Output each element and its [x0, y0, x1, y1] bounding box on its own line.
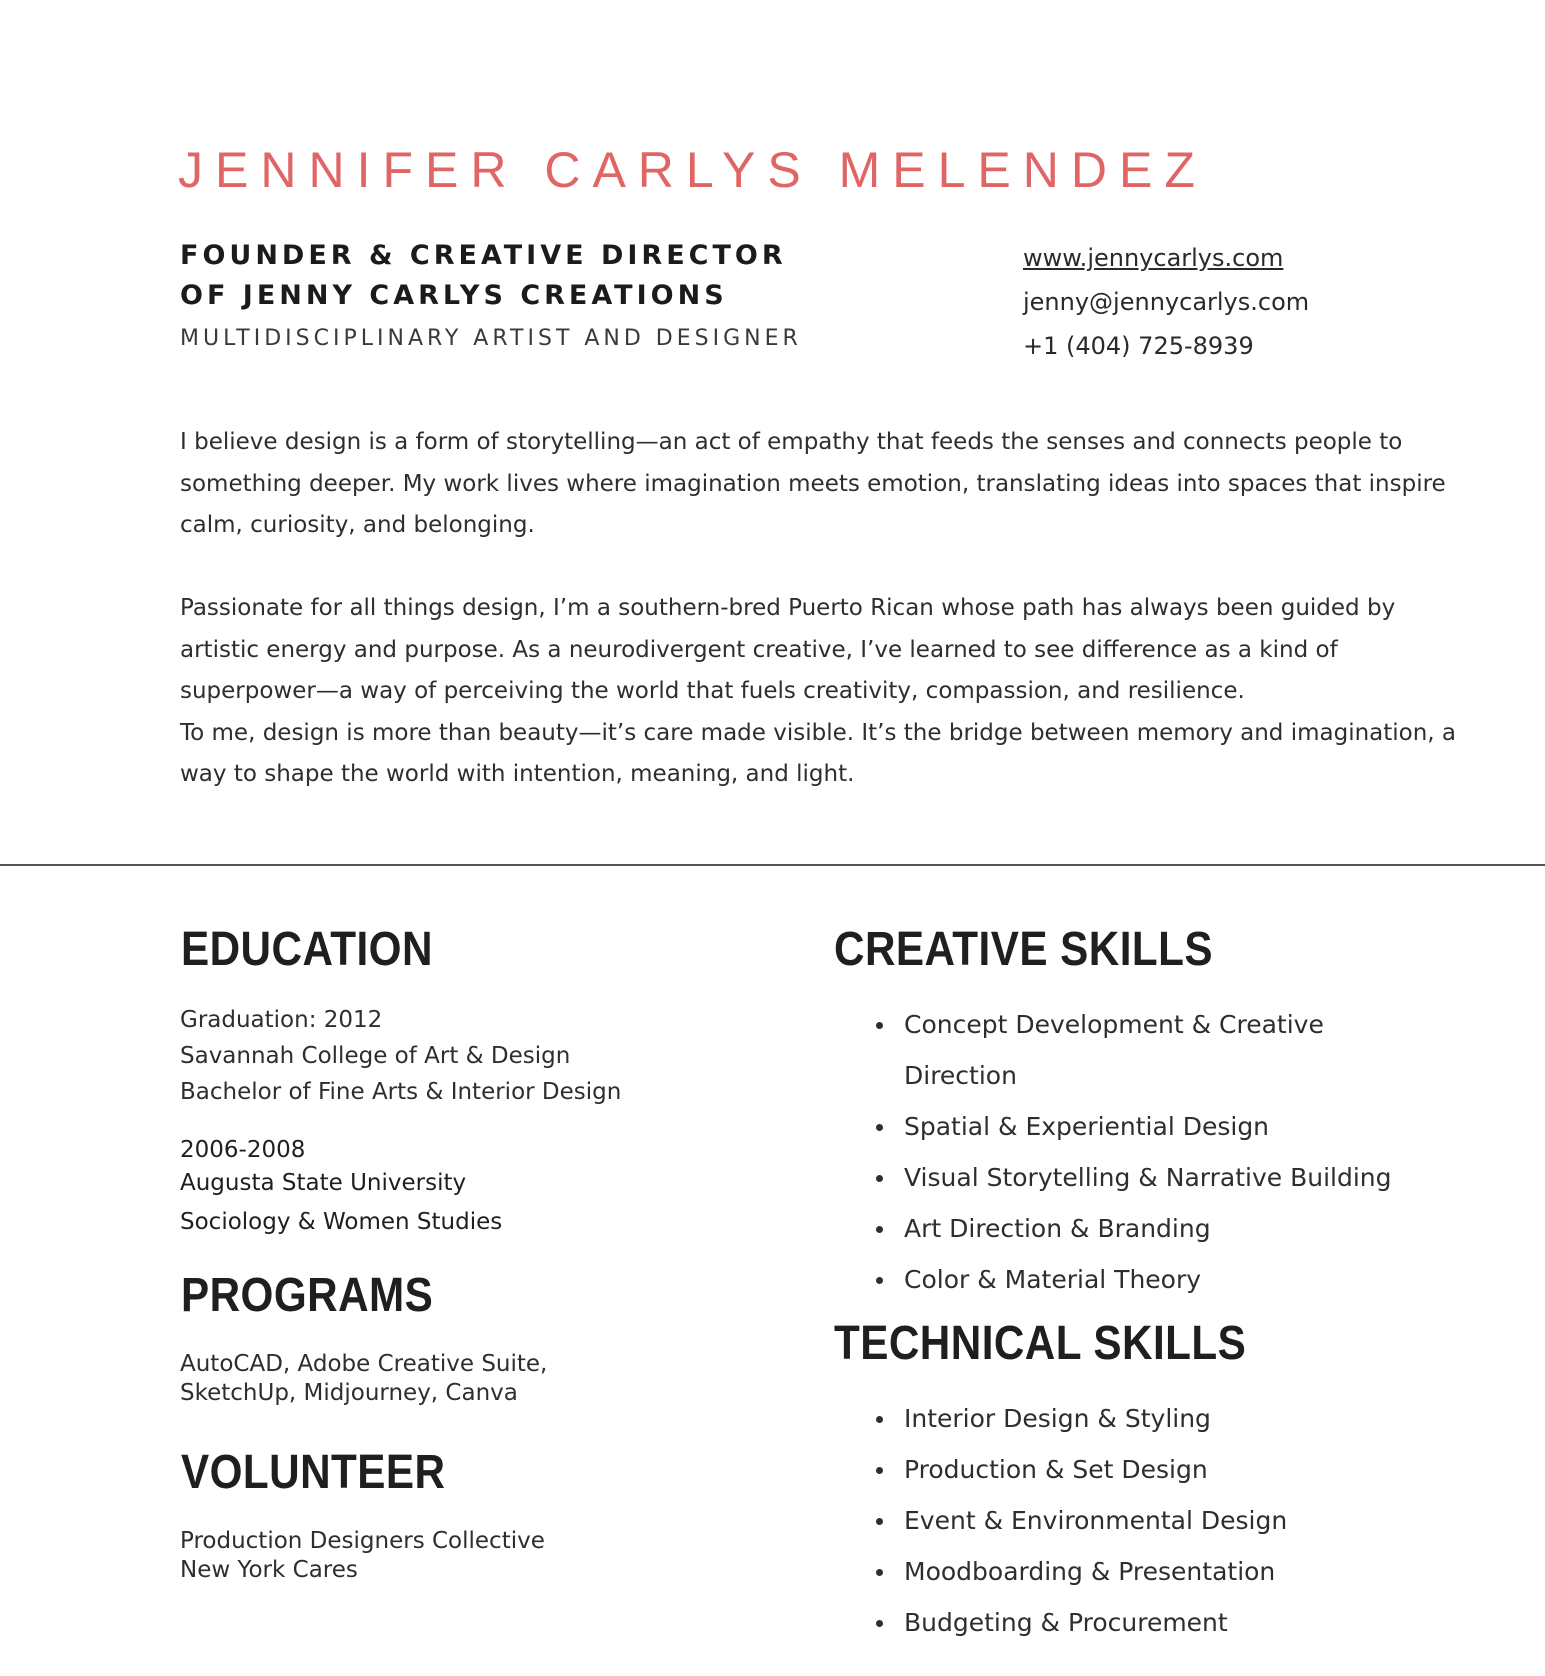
- education-degree: Sociology & Women Studies: [180, 1209, 503, 1235]
- education-school: Augusta State University: [180, 1170, 467, 1196]
- phone-text: +1 (404) 725-8939: [1023, 332, 1254, 360]
- skill-item: Color & Material Theory: [876, 1254, 1436, 1305]
- bio-paragraph-2: Passionate for all things design, I’m a southern-bred Puerto Rican whose path has always been guided by artistic energy and purpose. As a neurodivergent creative, I’ve learned to see difference as a kind of superpower—a way of perceiving the world that fuels creativity, compassion, and resilience.: [180, 595, 1396, 704]
- education-degree: Bachelor of Fine Arts & Interior Design: [180, 1079, 622, 1105]
- skill-item: Production & Set Design: [876, 1444, 1436, 1495]
- programs-list: [180, 1350, 547, 1408]
- job-title-line-1: FOUNDER & CREATIVE DIRECTOR: [180, 240, 787, 271]
- job-title: [180, 236, 787, 316]
- skill-item: Art Direction & Branding: [876, 1203, 1436, 1254]
- contact-info: [1023, 236, 1309, 368]
- volunteer-list: [180, 1527, 545, 1585]
- email-text: jenny@jennycarlys.com: [1023, 288, 1310, 316]
- bio-paragraph-3: To me, design is more than beauty—it’s care made visible. It’s the bridge between memory and imagination, a way to shape the world with intention, meaning, and light.: [180, 719, 1457, 787]
- skill-item: Interior Design & Styling: [876, 1393, 1436, 1444]
- programs-heading: PROGRAMS: [181, 1269, 434, 1322]
- technical-skills-heading: TECHNICAL SKILLS: [834, 1317, 1247, 1370]
- skill-item: Event & Environmental Design: [876, 1495, 1436, 1546]
- education-heading: EDUCATION: [181, 923, 433, 976]
- volunteer-item: Production Designers Collective: [180, 1528, 545, 1554]
- volunteer-heading: VOLUNTEER: [181, 1446, 446, 1499]
- education-date: 2006-2008: [180, 1137, 306, 1163]
- education-date: Graduation: 2012: [180, 1007, 383, 1033]
- education-entry-2: [180, 1134, 502, 1239]
- subtitle: MULTIDISCIPLINARY ARTIST AND DESIGNER: [180, 326, 802, 351]
- technical-skills-list: [876, 1393, 1436, 1648]
- creative-skills-heading: CREATIVE SKILLS: [834, 923, 1213, 976]
- job-title-line-2: OF JENNY CARLYS CREATIONS: [180, 280, 728, 311]
- skill-item: Concept Development & Creative Direction: [876, 999, 1436, 1101]
- skill-item: Visual Storytelling & Narrative Building: [876, 1152, 1436, 1203]
- programs-line-2: SketchUp, Midjourney, Canva: [180, 1380, 518, 1406]
- bio-section: [180, 422, 1470, 796]
- skill-item: Spatial & Experiential Design: [876, 1101, 1436, 1152]
- education-entry-1: [180, 1002, 621, 1110]
- programs-line-1: AutoCAD, Adobe Creative Suite,: [180, 1351, 548, 1377]
- skill-item: Budgeting & Procurement: [876, 1597, 1436, 1648]
- skill-item: Moodboarding & Presentation: [876, 1546, 1436, 1597]
- creative-skills-list: [876, 999, 1436, 1305]
- website-link[interactable]: www.jennycarlys.com: [1023, 244, 1284, 272]
- education-school: Savannah College of Art & Design: [180, 1043, 571, 1069]
- resume-name: JENNIFER CARLYS MELENDEZ: [178, 142, 1207, 198]
- section-divider: [0, 864, 1545, 866]
- bio-paragraph-1: I believe design is a form of storytelling—an act of empathy that feeds the senses and connects people to something deeper. My work lives where imagination meets emotion, translating ideas into spaces that inspire calm, curiosity, and belonging.: [180, 429, 1446, 538]
- volunteer-item: New York Cares: [180, 1557, 358, 1583]
